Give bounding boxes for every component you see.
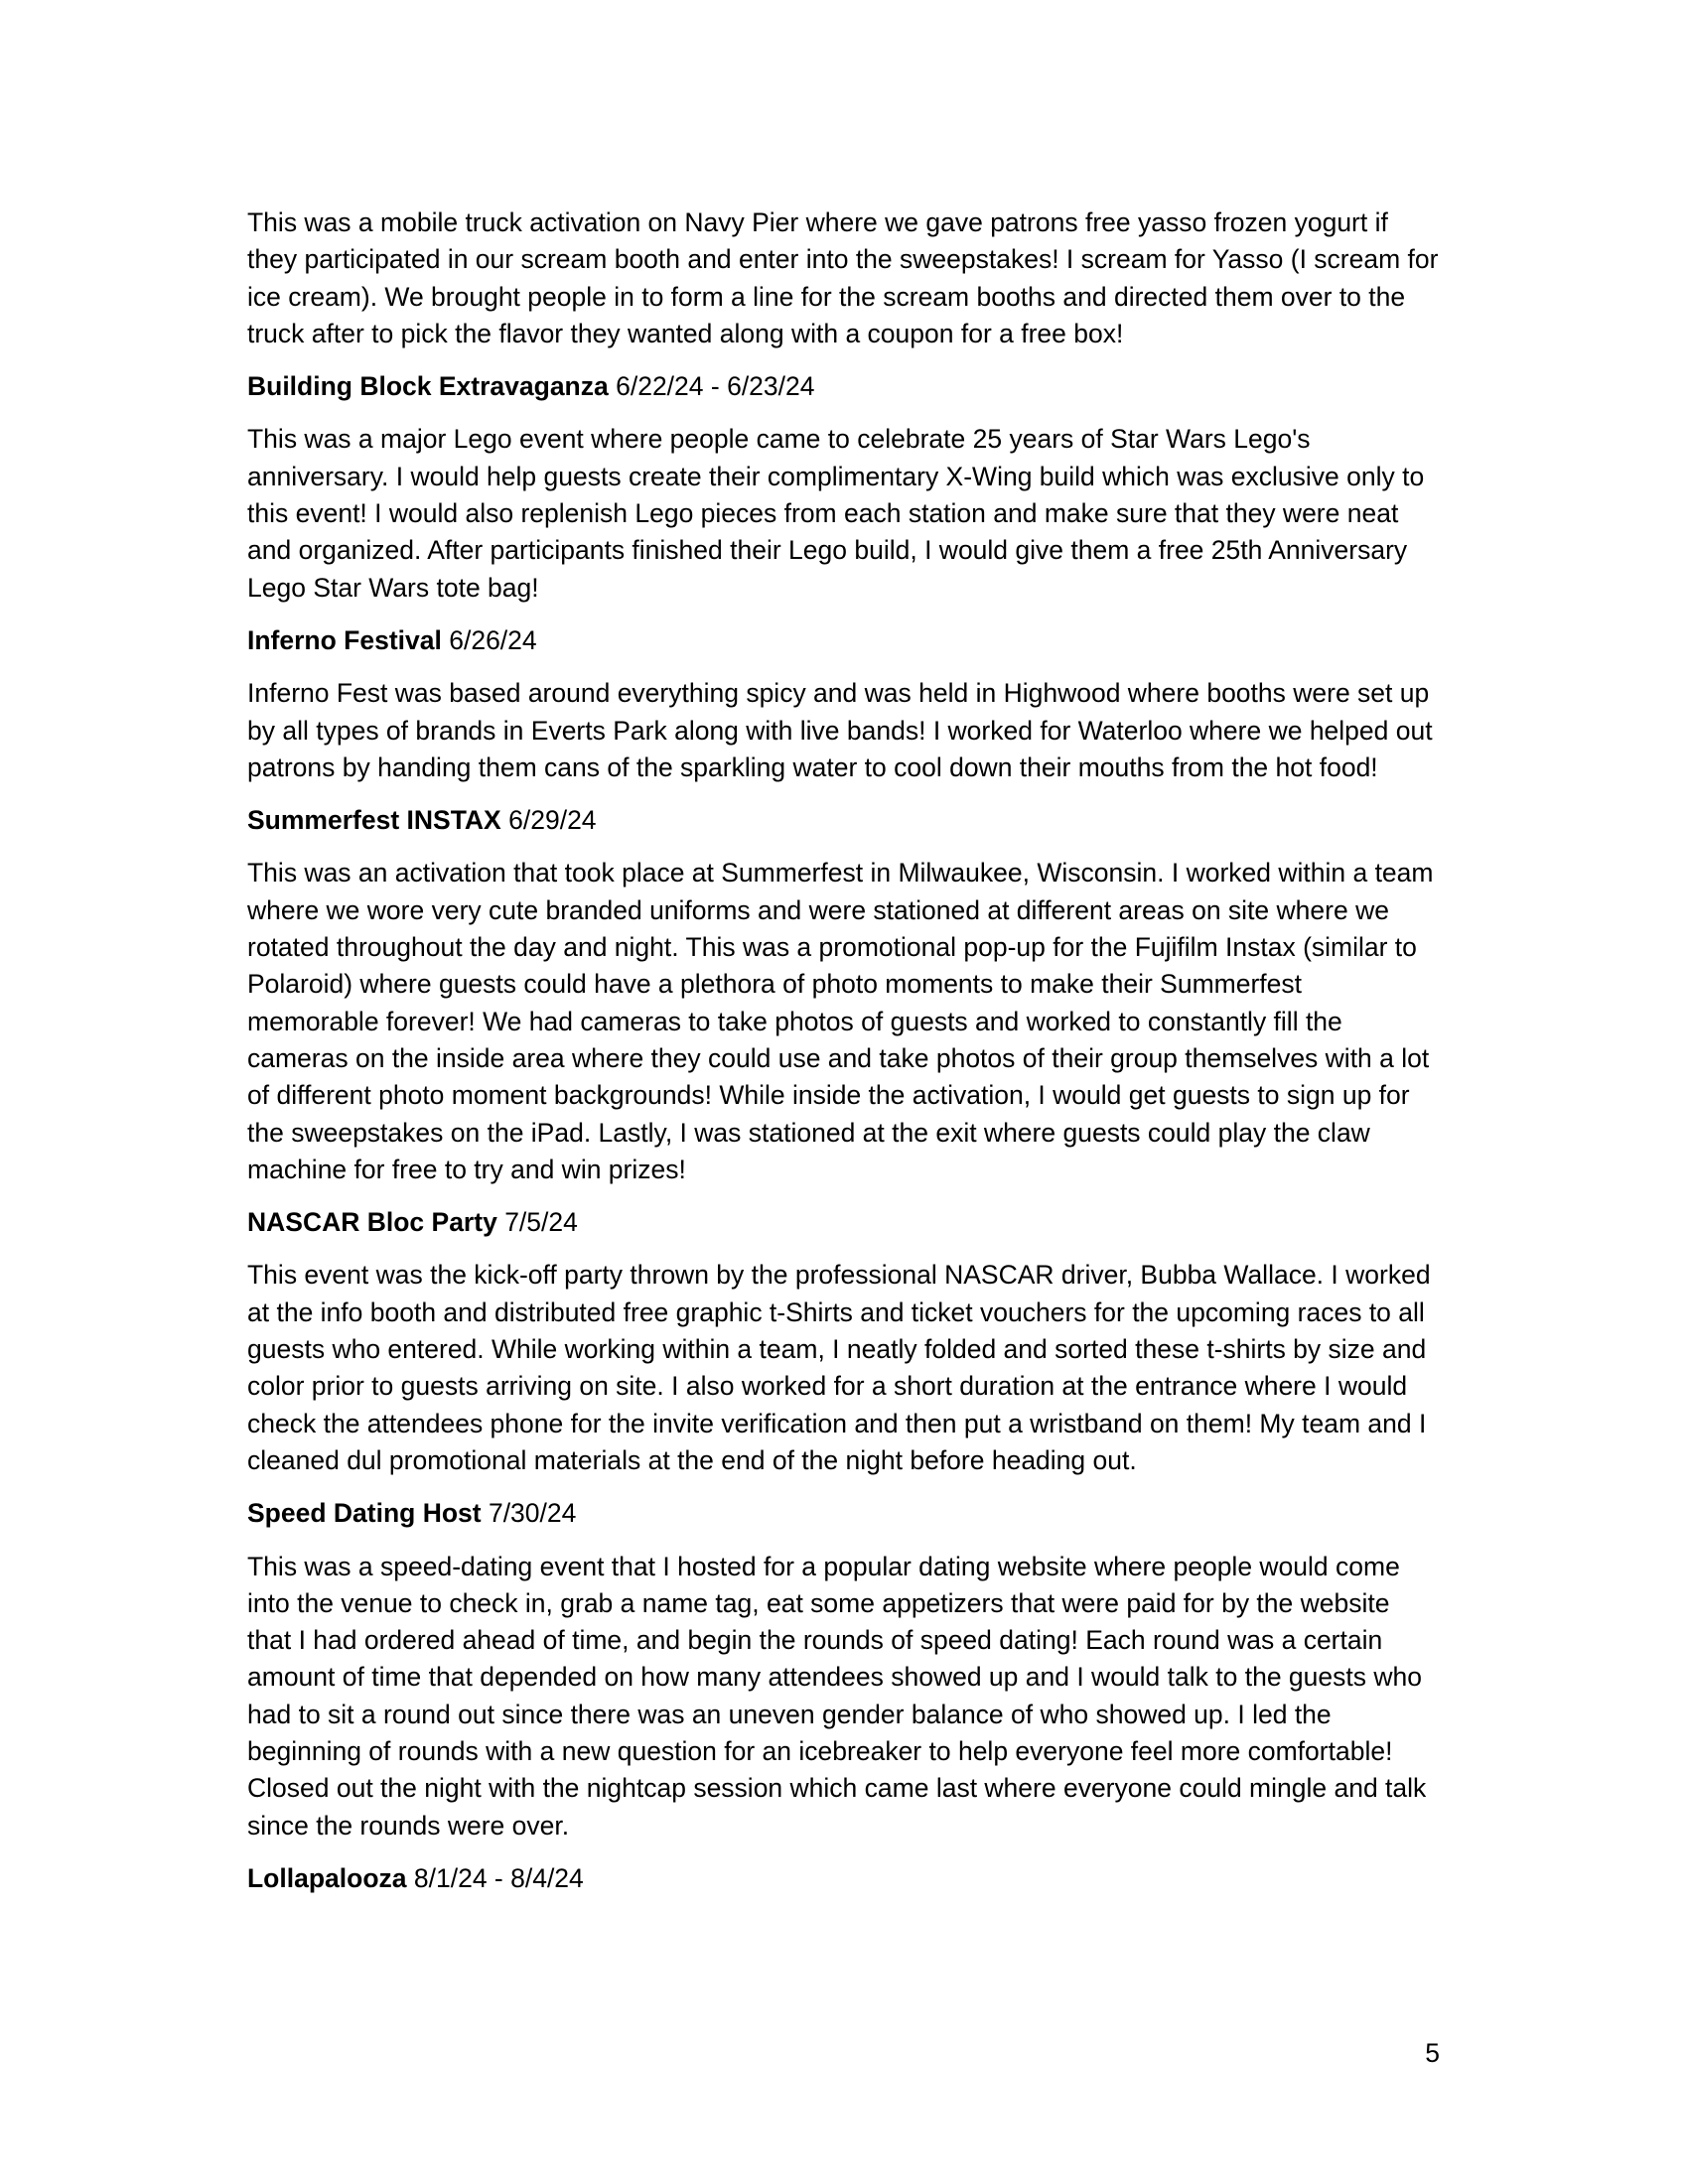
document-body xyxy=(247,205,1439,1913)
event-inferno-festival xyxy=(247,622,1439,786)
event-speed-dating-host xyxy=(247,1495,1439,1844)
event-description: This event was the kick-off party thrown by the professional NASCAR driver, Bubba Wallace. I worked at the info booth and distributed free graphic t-Shirts and ticket vouchers for the upcoming races to all guests who entered. While working within a team, I neatly folded and sorted these t-shirts by size and color prior to guests arriving on site. I also worked for a short duration at the entrance where I would check the attendees phone for the invite verification and then put a wristband on them! My team and I cleaned dul promotional materials at the end of the night before heading out. xyxy=(247,1260,1431,1475)
event-heading xyxy=(247,622,1439,659)
intro-paragraph: This was a mobile truck activation on Navy Pier where we gave patrons free yasso frozen yogurt if they participated in our scream booth and enter into the sweepstakes! I scream for Yasso (I scream for ice cream). We brought people in to form a line for the scream booths and directed them over to the truck after to pick the flavor they wanted along with a coupon for a free box! xyxy=(247,207,1439,348)
event-summerfest-instax xyxy=(247,802,1439,1188)
event-heading xyxy=(247,1204,1439,1241)
event-description: This was an activation that took place at Summerfest in Milwaukee, Wisconsin. I worked within a team where we wore very cute branded uniforms and were stationed at different areas on site where we rotated throughout the day and night. This was a promotional pop-up for the Fujifilm Instax (similar to Polaroid) where guests could have a plethora of photo moments to make their Summerfest memorable forever! We had cameras to take photos of guests and worked to constantly fill the cameras on the inside area where they could use and take photos of their group themselves with a lot of different photo moment backgrounds! While inside the activation, I would get guests to sign up for the sweepstakes on the iPad. Lastly, I was stationed at the exit where guests could play the claw machine for free to try and win prizes! xyxy=(247,858,1434,1184)
event-heading xyxy=(247,1860,1439,1897)
page-number: 5 xyxy=(1425,2038,1440,2068)
event-title: Inferno Festival xyxy=(247,624,442,655)
event-date: 7/30/24 xyxy=(488,1498,577,1529)
event-date: 7/5/24 xyxy=(504,1207,578,1238)
event-title: NASCAR Bloc Party xyxy=(247,1207,497,1238)
event-description: Inferno Fest was based around everything spicy and was held in Highwood where booths were set up by all types of brands in Everts Park along with live bands! I worked for Waterloo where we helped out patrons by handing them cans of the sparkling water to cool down their mouths from the hot food! xyxy=(247,678,1433,782)
event-heading xyxy=(247,368,1439,405)
event-heading xyxy=(247,1495,1439,1532)
event-nascar-bloc-party xyxy=(247,1204,1439,1479)
event-date: 6/29/24 xyxy=(508,805,597,836)
event-lollapalooza xyxy=(247,1860,1439,1897)
event-heading xyxy=(247,802,1439,839)
event-description: This was a major Lego event where people came to celebrate 25 years of Star Wars Lego's anniversary. I would help guests create their complimentary X-Wing build which was exclusive only to this event! I would also replenish Lego pieces from each station and make sure that they were neat and organized. After participants finished their Lego build, I would give them a free 25th Anniversary Lego Star Wars tote bag! xyxy=(247,424,1425,603)
event-title: Summerfest INSTAX xyxy=(247,805,501,836)
event-building-block xyxy=(247,368,1439,607)
event-date: 8/1/24 - 8/4/24 xyxy=(413,1862,584,1893)
event-description: This was a speed-dating event that I hosted for a popular dating website where people would come into the venue to check in, grab a name tag, eat some appetizers that were paid for by the website that I had ordered ahead of time, and begin the rounds of speed dating! Each round was a certain amount of time that depended on how many attendees showed up and I would talk to the guests who had to sit a round out since there was an uneven gender balance of who showed up. I led the beginning of rounds with a new question for an icebreaker to help everyone feel more comfortable! Closed out the night with the nightcap session which came last where everyone could mingle and talk since the rounds were over. xyxy=(247,1551,1427,1841)
event-date: 6/22/24 - 6/23/24 xyxy=(616,371,815,402)
event-title: Speed Dating Host xyxy=(247,1498,482,1529)
event-date: 6/26/24 xyxy=(449,624,537,655)
event-title: Building Block Extravaganza xyxy=(247,371,609,402)
event-title: Lollapalooza xyxy=(247,1862,407,1893)
